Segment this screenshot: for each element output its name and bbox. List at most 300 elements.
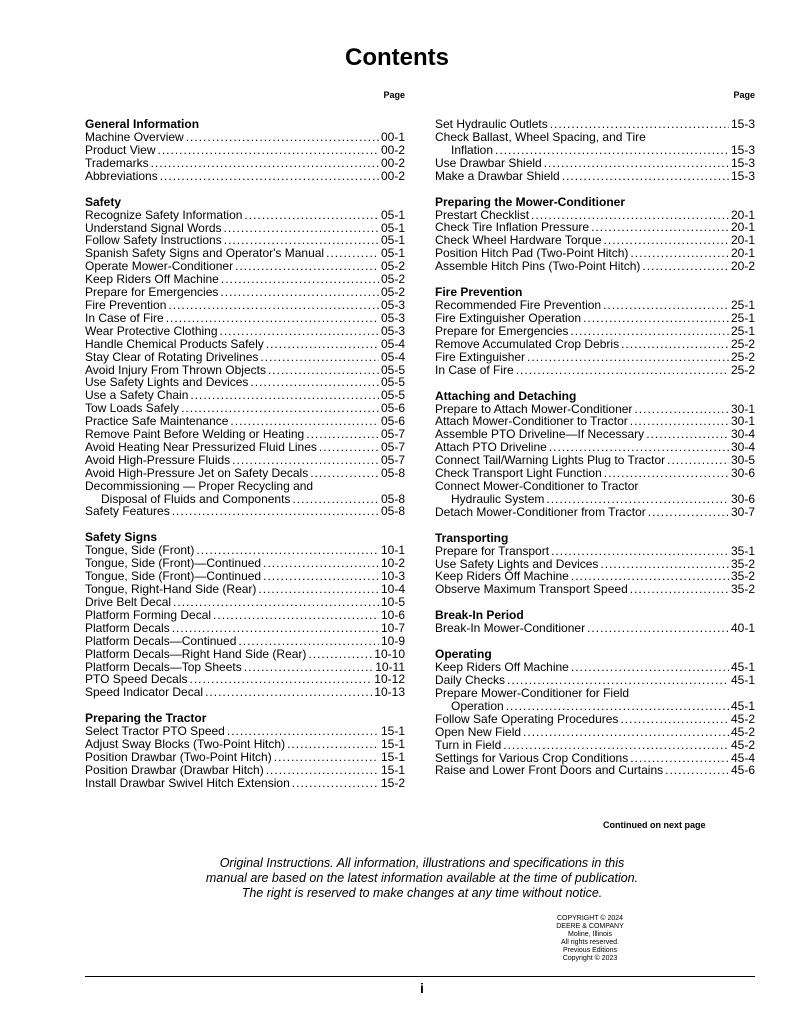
- toc-entry-title: Settings for Various Crop Conditions: [435, 750, 629, 765]
- toc-entry-page: 30-4: [730, 427, 755, 442]
- toc-entry-title: Adjust Sway Blocks (Two-Point Hitch): [85, 737, 286, 752]
- dot-leader: [630, 415, 729, 428]
- dot-leader: [310, 467, 379, 480]
- toc-entry-page: 10-10: [374, 646, 405, 661]
- toc-entry-title: Fire Extinguisher Operation: [435, 310, 582, 325]
- toc-entry-page: 00-2: [380, 168, 405, 183]
- toc-entry-title: Stay Clear of Rotating Drivelines: [85, 349, 259, 364]
- toc-entry-title: Operate Mower-Conditioner: [85, 259, 234, 274]
- continued-note: Continued on next page: [603, 820, 706, 830]
- toc-entry[interactable]: [435, 312, 755, 325]
- toc-entry[interactable]: [85, 351, 405, 364]
- toc-entry-page: 25-1: [730, 310, 755, 325]
- dot-leader: [260, 351, 379, 364]
- toc-entry-page: 20-1: [730, 207, 755, 222]
- toc-entry[interactable]: [435, 545, 755, 558]
- toc-entry-title: Platform Forming Decal: [85, 607, 212, 622]
- toc-entry-page: 40-1: [730, 621, 755, 636]
- toc-entry[interactable]: [435, 583, 755, 596]
- toc-entry-page: 15-1: [380, 750, 405, 765]
- copyright-line: DEERE & COMPANY: [556, 923, 624, 930]
- toc-entry-page: 45-2: [730, 711, 755, 726]
- dot-leader: [667, 454, 729, 467]
- toc-entry-title: Avoid Injury From Thrown Objects: [85, 362, 266, 377]
- toc-entry[interactable]: [435, 157, 755, 170]
- toc-entry-title: Use Safety Lights and Devices: [435, 556, 599, 571]
- toc-entry-page: 15-1: [380, 737, 405, 752]
- dot-leader: [600, 558, 729, 571]
- dot-leader: [630, 583, 729, 596]
- toc-entry-page: 05-3: [380, 310, 405, 325]
- toc-section: [85, 712, 405, 790]
- dot-leader: [495, 144, 729, 157]
- dot-leader: [224, 222, 379, 235]
- dot-leader: [263, 570, 379, 583]
- toc-entry-title: Recognize Safety Information: [85, 207, 243, 222]
- copyright-line: All rights reserved.: [561, 939, 619, 946]
- toc-entry-title: Connect Mower-Conditioner to Tractor: [435, 478, 639, 493]
- toc-entry-page: 10-5: [380, 595, 405, 609]
- toc-entry-page: 30-1: [730, 414, 755, 429]
- dot-leader: [546, 493, 729, 506]
- toc-entry[interactable]: [85, 609, 405, 622]
- toc-entry-page: 05-2: [380, 272, 405, 287]
- toc-section-title: Preparing the Mower-Conditioner: [435, 194, 626, 209]
- toc-entry-page: 10-11: [375, 659, 405, 674]
- toc-entry-title: Inflation: [451, 142, 494, 157]
- toc-entry[interactable]: [85, 686, 405, 699]
- toc-entry[interactable]: [435, 467, 755, 480]
- toc-entry-title: Platform Decals—Right Hand Side (Rear): [85, 646, 307, 661]
- toc-entry-title: Remove Accumulated Crop Debris: [435, 336, 620, 351]
- toc-entry-page: 05-8: [380, 465, 405, 480]
- dot-leader: [550, 118, 729, 131]
- toc-entry-title: Check Ballast, Wheel Spacing, and Tire: [435, 129, 646, 144]
- toc-entry-page: 25-2: [730, 362, 755, 377]
- toc-entry-page: 05-3: [380, 323, 405, 338]
- toc-entry[interactable]: [85, 596, 405, 609]
- toc-entry-title: Operation: [451, 698, 504, 713]
- toc-entry-title: Daily Checks: [435, 673, 506, 688]
- toc-entry[interactable]: [85, 622, 405, 635]
- toc-entry[interactable]: [435, 713, 755, 726]
- dot-leader: [319, 441, 379, 454]
- toc-entry-page: 30-7: [730, 504, 755, 519]
- dot-leader: [648, 506, 729, 519]
- toc-entry-title: Prepare for Transport: [435, 543, 550, 558]
- dot-leader: [173, 596, 379, 609]
- dot-leader: [620, 713, 729, 726]
- toc-entry-page: 05-8: [380, 504, 405, 519]
- dot-leader: [292, 493, 379, 506]
- copyright-line: COPYRIGHT © 2024: [556, 915, 624, 922]
- dot-leader: [634, 403, 729, 416]
- toc-entry[interactable]: [85, 764, 405, 777]
- toc-entry-page: 05-6: [380, 414, 405, 429]
- dot-leader: [583, 312, 729, 325]
- toc-entry[interactable]: [85, 454, 405, 467]
- toc-entry-title: Recommended Fire Prevention: [435, 298, 602, 313]
- toc-entry-page: 05-7: [380, 427, 405, 442]
- dot-leader: [571, 661, 729, 674]
- toc-entry-page: 05-1: [380, 246, 405, 261]
- toc-section: [85, 531, 405, 699]
- toc-entry-page: 30-1: [730, 401, 755, 416]
- toc-entry-page: 05-1: [380, 207, 405, 222]
- original-instructions-notice: [0, 856, 794, 901]
- toc-entry[interactable]: [85, 299, 405, 312]
- toc-entry-title: Check Transport Light Function: [435, 466, 602, 481]
- dot-leader: [157, 144, 378, 157]
- toc-entry-title: Use Drawbar Shield: [435, 155, 542, 170]
- dot-leader: [551, 545, 729, 558]
- toc-entry-title: Break-In Mower-Conditioner: [435, 621, 586, 636]
- dot-leader: [665, 764, 729, 777]
- toc-entry-page: 30-5: [730, 453, 755, 468]
- toc-entry[interactable]: [435, 364, 755, 377]
- toc-entry-title: Drive Belt Decal: [85, 595, 172, 609]
- toc-section-title: Preparing the Tractor: [85, 711, 207, 726]
- dot-leader: [263, 557, 379, 570]
- dot-leader: [604, 467, 729, 480]
- toc-entry-title: Tow Loads Safely: [85, 401, 180, 416]
- toc-entry-continuation: [435, 144, 755, 157]
- toc-entry[interactable]: [85, 467, 405, 480]
- toc-section-title: Fire Prevention: [435, 285, 523, 300]
- toc-entry-title: Assemble PTO Driveline—If Necessary: [435, 427, 645, 442]
- toc-section-title: Attaching and Detaching: [435, 388, 577, 403]
- toc-entry-page: 20-2: [730, 259, 755, 274]
- toc-entry-title: Speed Indicator Decal: [85, 685, 204, 700]
- toc-entry-page: 20-1: [730, 220, 755, 235]
- toc-entry-page: 10-9: [380, 633, 405, 648]
- toc-entry-page: 05-2: [380, 259, 405, 274]
- toc-entry-title: Platform Decals: [85, 620, 170, 635]
- toc-entry-title: Observe Maximum Transport Speed: [435, 582, 628, 597]
- copyright-line: Previous Editions: [562, 947, 618, 954]
- toc-entry-page: 15-3: [730, 117, 755, 131]
- toc-entry[interactable]: [435, 131, 755, 157]
- toc-entry[interactable]: [85, 441, 405, 454]
- dot-leader: [220, 325, 379, 338]
- toc-entry-title: Avoid High-Pressure Fluids: [85, 452, 231, 467]
- dot-leader: [523, 726, 729, 739]
- toc-section: [435, 118, 755, 183]
- dot-leader: [268, 364, 379, 377]
- toc-entry-title: Fire Prevention: [85, 297, 167, 312]
- toc-entry-page: 10-12: [374, 672, 405, 687]
- toc-entry-title: Disposal of Fluids and Components: [101, 491, 291, 506]
- toc-entry[interactable]: [435, 260, 755, 273]
- toc-entry-page: 45-6: [730, 763, 755, 778]
- toc-entry[interactable]: [435, 622, 755, 635]
- toc-entry-title: Tongue, Side (Front)—Continued: [85, 569, 262, 584]
- dot-leader: [266, 764, 379, 777]
- toc-entry-title: Position Hitch Pad (Two-Point Hitch): [435, 246, 629, 261]
- toc-entry-page: 05-2: [380, 285, 405, 300]
- toc-entry-title: Raise and Lower Front Doors and Curtains: [435, 763, 664, 778]
- toc-entry-title: Prepare for Emergencies: [435, 323, 569, 338]
- toc-entry-page: 10-13: [374, 685, 405, 700]
- toc-left-column: [85, 90, 405, 803]
- dot-leader: [266, 338, 379, 351]
- toc-entry[interactable]: [435, 325, 755, 338]
- toc-section-title: Operating: [435, 647, 492, 662]
- toc-entry-page: 20-1: [730, 246, 755, 261]
- toc-entry[interactable]: [85, 131, 405, 144]
- toc-entry-page: 15-3: [730, 168, 755, 183]
- notice-line: Original Instructions. All information, illustrations and specifications in this: [219, 856, 625, 870]
- toc-entry-page: 45-2: [730, 737, 755, 752]
- toc-entry-title: Tongue, Right-Hand Side (Rear): [85, 582, 257, 597]
- page-column-header: Page: [733, 90, 755, 100]
- toc-entry[interactable]: [435, 338, 755, 351]
- dot-leader: [630, 247, 729, 260]
- toc-entry-page: 10-4: [380, 582, 405, 597]
- toc-entry[interactable]: [435, 118, 755, 131]
- toc-entry[interactable]: [85, 648, 405, 661]
- toc-entry-page: 10-2: [380, 556, 405, 571]
- toc-entry-page: 05-5: [380, 362, 405, 377]
- toc-entry-title: Install Drawbar Swivel Hitch Extension: [85, 775, 290, 790]
- toc-entry-title: Machine Overview: [85, 130, 184, 144]
- toc-entry-title: In Case of Fire: [85, 310, 164, 325]
- toc-entry[interactable]: [435, 506, 755, 519]
- toc-entry[interactable]: [85, 209, 405, 222]
- toc-entry-title: Trademarks: [85, 155, 149, 170]
- toc-entry[interactable]: [85, 157, 405, 170]
- toc-entry-page: 45-1: [730, 673, 755, 688]
- toc-entry-page: 45-1: [730, 698, 755, 713]
- toc-entry-title: In Case of Fire: [435, 362, 514, 377]
- dot-leader: [238, 635, 379, 648]
- toc-entry-title: Keep Riders Off Machine: [435, 660, 569, 675]
- toc-entry[interactable]: [85, 338, 405, 351]
- toc-section-title: Safety: [85, 194, 122, 209]
- dot-leader: [235, 260, 379, 273]
- toc-entry-page: 45-1: [730, 660, 755, 675]
- toc-entry-title: Avoid Heating Near Pressurized Fluid Lines: [85, 439, 317, 454]
- toc-entry-title: Select Tractor PTO Speed: [85, 724, 225, 739]
- toc-entry-page: 00-2: [380, 142, 405, 157]
- toc-entry[interactable]: [85, 428, 405, 441]
- toc-entry-title: Wear Protective Clothing: [85, 323, 218, 338]
- toc-entry-title: Keep Riders Off Machine: [435, 569, 569, 584]
- toc-entry-title: Open New Field: [435, 724, 522, 739]
- toc-entry-title: Prepare for Emergencies: [85, 285, 219, 300]
- toc-entry-page: 05-7: [380, 452, 405, 467]
- toc-section: [85, 196, 405, 519]
- dot-leader: [186, 131, 379, 144]
- toc-section: [435, 196, 755, 274]
- toc-entry-page: 05-5: [380, 375, 405, 390]
- dot-leader: [292, 777, 379, 790]
- toc-entry[interactable]: [435, 739, 755, 752]
- toc-entry-page: 05-5: [380, 388, 405, 403]
- toc-entry[interactable]: [85, 635, 405, 648]
- notice-line: manual are based on the latest information available at the time of publication.: [205, 871, 639, 885]
- toc-entry-page: 05-7: [380, 439, 405, 454]
- dot-leader: [220, 286, 379, 299]
- page-column-header: Page: [383, 90, 405, 100]
- toc-entry[interactable]: [85, 325, 405, 338]
- toc-entry-title: Remove Paint Before Welding or Heating: [85, 427, 305, 442]
- toc-entry[interactable]: [85, 480, 405, 506]
- toc-entry-page: 15-3: [730, 142, 755, 157]
- toc-entry-title: Product View: [85, 142, 156, 157]
- toc-entry-page: 35-1: [730, 543, 755, 558]
- toc-entry-title: Follow Safety Instructions: [85, 233, 222, 248]
- dot-leader: [570, 325, 729, 338]
- toc-section-title: Break-In Period: [435, 608, 524, 623]
- toc-entry-title: Prepare Mower-Conditioner for Field: [435, 686, 630, 700]
- toc-entry-page: 05-6: [380, 401, 405, 416]
- toc-entry[interactable]: [435, 170, 755, 183]
- dot-leader: [516, 364, 729, 377]
- toc-section: [435, 609, 755, 635]
- dot-leader: [168, 299, 379, 312]
- dot-leader: [205, 686, 372, 699]
- toc-entry-title: Detach Mower-Conditioner from Tractor: [435, 504, 646, 519]
- toc-entry-page: 30-4: [730, 440, 755, 455]
- dot-leader: [621, 338, 729, 351]
- toc-entry-page: 05-1: [380, 220, 405, 235]
- toc-entry-title: Hydraulic System: [451, 491, 545, 506]
- toc-entry-page: 10-6: [380, 607, 405, 622]
- dot-leader: [274, 751, 379, 764]
- toc-entry-continuation: [435, 493, 755, 506]
- toc-entry[interactable]: [435, 351, 755, 364]
- page-title: Contents: [345, 44, 449, 71]
- toc-section: [435, 532, 755, 597]
- toc-entry-page: 25-2: [730, 349, 755, 364]
- dot-leader: [562, 170, 729, 183]
- toc-entry-title: Check Tire Inflation Pressure: [435, 220, 590, 235]
- dot-leader: [166, 312, 379, 325]
- toc-entry-title: Set Hydraulic Outlets: [435, 117, 548, 131]
- toc-entry-continuation: [435, 700, 755, 713]
- copyright-block: [545, 915, 635, 963]
- toc-entry[interactable]: [85, 144, 405, 157]
- toc-section: [435, 286, 755, 376]
- toc-entry-page: 00-1: [380, 130, 405, 144]
- toc-section: [435, 648, 755, 777]
- footer-divider: [85, 976, 755, 977]
- toc-entry-title: Handle Chemical Products Safely: [85, 336, 264, 351]
- toc-entry-title: Prepare to Attach Mower-Conditioner: [435, 401, 633, 416]
- toc-entry[interactable]: [435, 480, 755, 506]
- dot-leader: [232, 454, 379, 467]
- dot-leader: [244, 209, 379, 222]
- toc-entry-title: Spanish Safety Signs and Operator's Manual: [85, 246, 325, 261]
- toc-entry-page: 25-1: [730, 298, 755, 313]
- toc-entry[interactable]: [435, 764, 755, 777]
- toc-section-title: General Information: [85, 117, 200, 131]
- page-number: i: [420, 980, 424, 996]
- toc-entry-title: Assemble Hitch Pins (Two-Point Hitch): [435, 259, 641, 274]
- copyright-line: Copyright © 2023: [562, 955, 618, 962]
- toc-entry[interactable]: [435, 687, 755, 713]
- toc-entry-page: 25-1: [730, 323, 755, 338]
- dot-leader: [306, 428, 379, 441]
- toc-entry-title: PTO Speed Decals: [85, 672, 188, 687]
- toc-entry[interactable]: [85, 505, 405, 518]
- dot-leader: [160, 170, 379, 183]
- dot-leader: [151, 157, 379, 170]
- toc-section-title: Safety Signs: [85, 530, 158, 545]
- toc-entry-title: Attach Mower-Conditioner to Tractor: [435, 414, 628, 429]
- toc-entry-page: 45-2: [730, 724, 755, 739]
- toc-entry[interactable]: [85, 777, 405, 790]
- dot-leader: [213, 609, 379, 622]
- dot-leader: [190, 389, 379, 402]
- toc-entry-page: 05-4: [380, 336, 405, 351]
- dot-leader: [287, 738, 379, 751]
- toc-section: [435, 390, 755, 519]
- toc-section: [85, 118, 405, 183]
- toc-entry-page: 10-3: [380, 569, 405, 584]
- toc-entry-page: 05-8: [380, 491, 405, 506]
- toc-entry[interactable]: [85, 312, 405, 325]
- toc-entry-title: Prestart Checklist: [435, 207, 530, 222]
- dot-leader: [642, 260, 729, 273]
- toc-entry-page: 15-3: [730, 155, 755, 170]
- toc-entry-title: Fire Extinguisher: [435, 349, 526, 364]
- toc-entry-page: 15-1: [380, 724, 405, 739]
- toc-entry-page: 35-2: [730, 569, 755, 584]
- dot-leader: [172, 622, 379, 635]
- toc-entry-page: 10-1: [380, 543, 405, 558]
- toc-entry-title: Check Wheel Hardware Torque: [435, 233, 602, 248]
- toc-entry-page: 25-2: [730, 336, 755, 351]
- toc-entry-page: 30-6: [730, 491, 755, 506]
- dot-leader: [190, 673, 373, 686]
- toc-entry-title: Tongue, Side (Front): [85, 543, 195, 558]
- dot-leader: [527, 351, 729, 364]
- toc-entry-page: 35-2: [730, 582, 755, 597]
- toc-entry-title: Position Drawbar (Two-Point Hitch): [85, 750, 272, 765]
- toc-entry-title: Avoid High-Pressure Jet on Safety Decals: [85, 465, 309, 480]
- toc-entry-page: 45-4: [730, 750, 755, 765]
- dot-leader: [503, 739, 729, 752]
- dot-leader: [591, 221, 729, 234]
- dot-leader: [646, 428, 729, 441]
- toc-right-column: [435, 90, 755, 790]
- toc-entry-title: Use a Safety Chain: [85, 388, 189, 403]
- toc-entry-title: Platform Decals—Continued: [85, 633, 237, 648]
- toc-entry-title: Tongue, Side (Front)—Continued: [85, 556, 262, 571]
- toc-entry-title: Make a Drawbar Shield: [435, 168, 560, 183]
- dot-leader: [603, 299, 729, 312]
- notice-line: The right is reserved to make changes at any time without notice.: [241, 886, 603, 900]
- toc-entry-page: 15-2: [380, 775, 405, 790]
- toc-entry-title: Abbreviations: [85, 168, 158, 183]
- dot-leader: [587, 622, 729, 635]
- toc-entry-title: Use Safety Lights and Devices: [85, 375, 249, 390]
- toc-entry[interactable]: [85, 170, 405, 183]
- toc-entry-page: 10-7: [380, 620, 405, 635]
- toc-entry-title: Decommissioning — Proper Recycling and: [85, 478, 314, 493]
- toc-entry-title: Follow Safe Operating Procedures: [435, 711, 619, 726]
- toc-entry-title: Position Drawbar (Drawbar Hitch): [85, 762, 264, 777]
- toc-entry[interactable]: [435, 726, 755, 739]
- dot-leader: [244, 661, 373, 674]
- toc-entry-title: Keep Riders Off Machine: [85, 272, 219, 287]
- toc-entry-page: 35-2: [730, 556, 755, 571]
- dot-leader: [221, 273, 379, 286]
- dot-leader: [308, 648, 372, 661]
- dot-leader: [326, 247, 379, 260]
